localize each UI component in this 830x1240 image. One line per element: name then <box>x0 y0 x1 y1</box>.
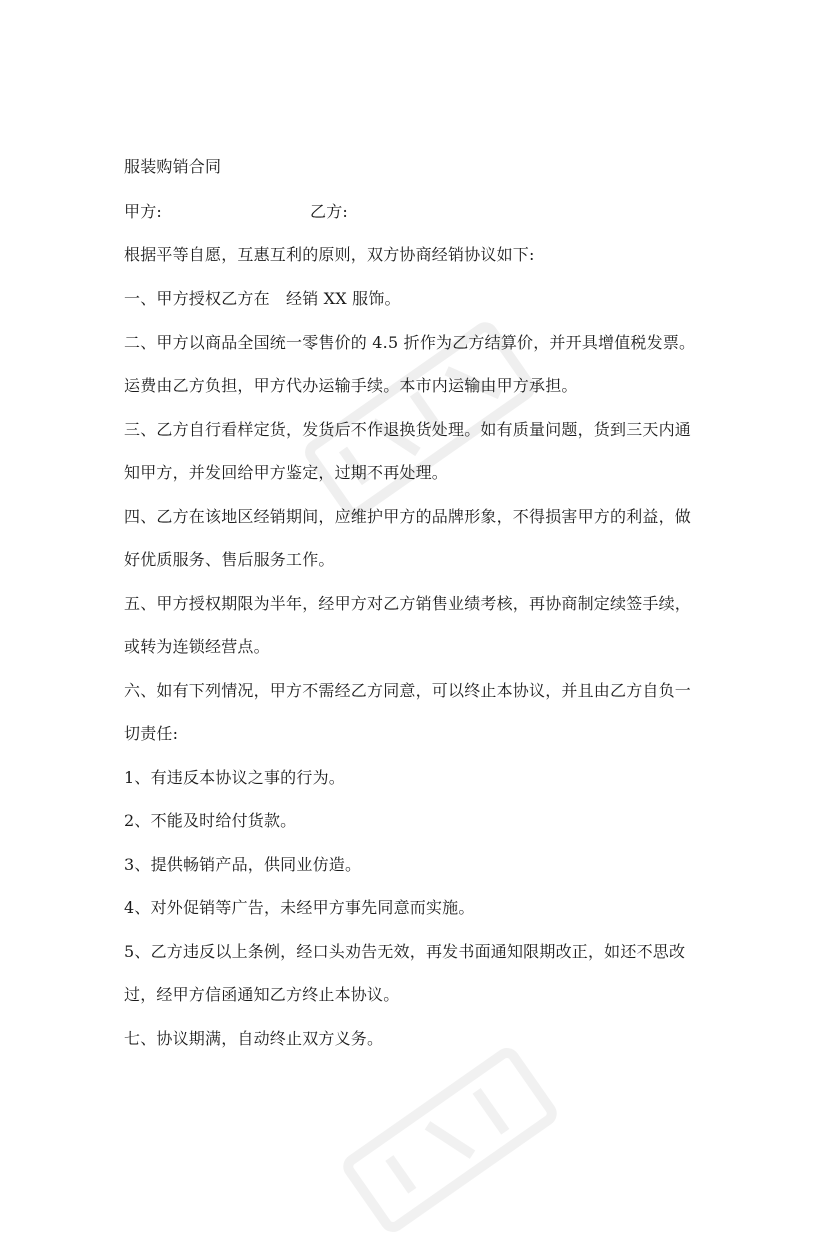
party-b-label: 乙方: <box>310 202 348 221</box>
clause-line: 五、甲方授权期限为半年，经甲方对乙方销售业绩考核，再协商制定续签手续， <box>124 594 692 613</box>
clause-line: 5、乙方违反以上条例，经口头劝告无效，再发书面通知限期改正，如还不思改 <box>124 942 686 961</box>
clause-line: 切责任: <box>124 724 179 743</box>
clause-line: 知甲方，并发回给甲方鉴定，过期不再处理。 <box>124 463 449 482</box>
clause-line: 运费由乙方负担，甲方代办运输手续。本市内运输由甲方承担。 <box>124 376 578 395</box>
clause-line: 三、乙方自行看样定货，发货后不作退换货处理。如有质量问题，货到三天内通 <box>124 420 692 439</box>
clause-line: 3、提供畅销产品，供同业仿造。 <box>124 855 362 874</box>
clause-line: 一、甲方授权乙方在 经销 XX 服饰。 <box>124 289 401 308</box>
intro-text: 根据平等自愿，互惠互利的原则，双方协商经销协议如下: <box>124 245 535 264</box>
clause-line: 四、乙方在该地区经销期间，应维护甲方的品牌形象，不得损害甲方的利益，做 <box>124 507 692 526</box>
clause-line: 或转为连锁经营点。 <box>124 637 270 656</box>
clause-line: 七、协议期满，自动终止双方义务。 <box>124 1029 384 1048</box>
clause-line: 4、对外促销等广告，未经甲方事先同意而实施。 <box>124 898 475 917</box>
party-a-label: 甲方: <box>124 202 162 221</box>
clause-line: 2、不能及时给付货款。 <box>124 811 297 830</box>
clause-line: 六、如有下列情况，甲方不需经乙方同意，可以终止本协议，并且由乙方自负一 <box>124 681 692 700</box>
document-title: 服装购销合同 <box>124 157 222 176</box>
clause-line: 好优质服务、售后服务工作。 <box>124 550 335 569</box>
clause-line: 二、甲方以商品全国统一零售价的 4.5 折作为乙方结算价，并开具增值税发票。 <box>124 333 696 352</box>
watermark-logo-bottom <box>330 1040 570 1240</box>
clause-line: 1、有违反本协议之事的行为。 <box>124 768 345 787</box>
clause-line: 过，经甲方信函通知乙方终止本协议。 <box>124 985 400 1004</box>
